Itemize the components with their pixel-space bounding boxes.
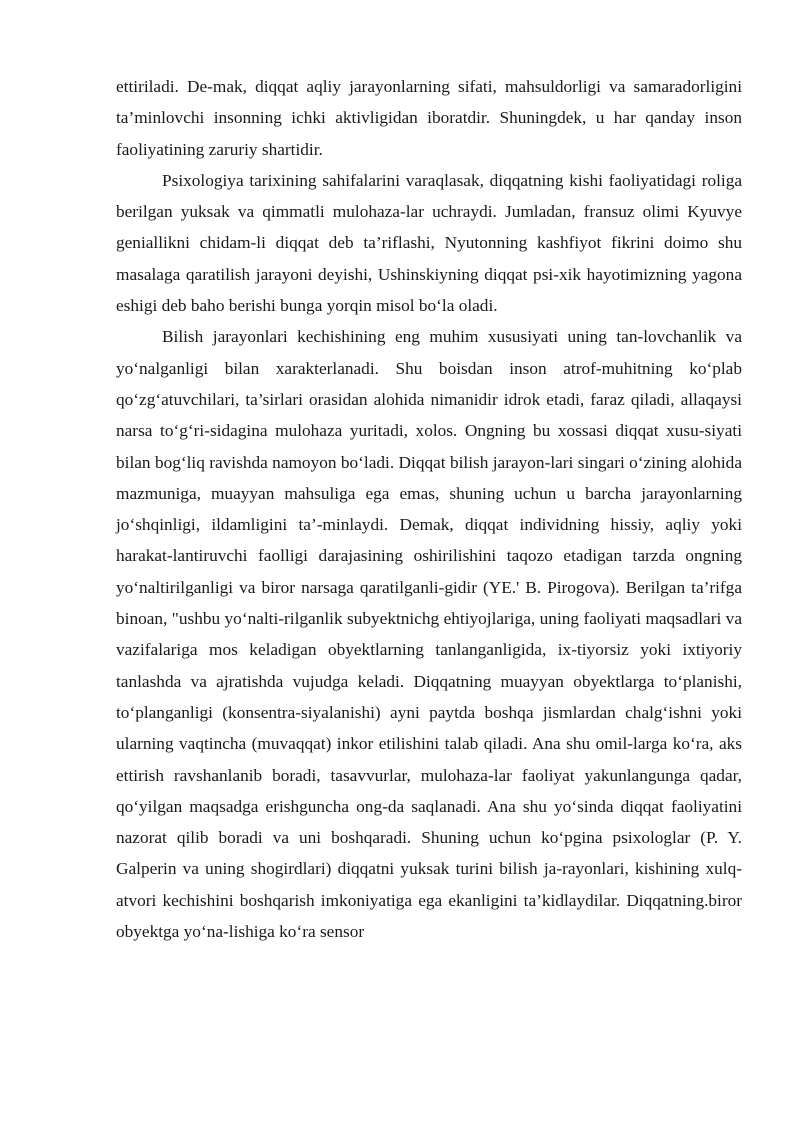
paragraph-continuation: ettiriladi. De-mak, diqqat aqliy jarayonlarning sifati, mahsuldorligi va samaradorligini ta’minlovchi insonning ichki aktivligidan iboratdir. Shuningdek, u har qanday inson faoliyatining zaruriy shartidir. [116,77,742,159]
paragraph-history: Psixologiya tarixining sahifalarini varaqlasak, diqqatning kishi faoliyatidagi roliga berilgan yuksak va qimmatli mulohaza-lar uchraydi. Jumladan, fransuz olimi Kyuvye geniallikni chidam-li diqqat deb ta’riflashi, Nyutonning kashfiyot fikrini doimo shu masalaga qaratilish jarayoni deyishi, Ushinskiyning diqqat psi-xik hayotimizning yagona eshigi deb baho berishi bunga yorqin misol bo‘la oladi. [116,170,742,316]
paragraph-cognition: Bilish jarayonlari kechishining eng muhim xususiyati uning tan-lovchanlik va yo‘nalganligi bilan xarakterlanadi. Shu boisdan inson atrof-muhitning ko‘plab qo‘zg‘atuvchilari, ta’sirlari orasidan alohida nimanidir idrok etadi, faraz qiladi, allaqaysi narsa to‘g‘ri-sidagina mulohaza yuritadi, xolos. Ongning bu xossasi diqqat xusu-siyati bilan bog‘liq ravishda namoyon bo‘ladi. Diqqat bilish jarayon-lari singari o‘zining alohida mazmuniga, muayyan mahsuliga ega emas, shuning uchun u barcha jarayonlarning jo‘shqinligi, ildamligini ta’-minlaydi. Demak, diqqat individning hissiy, aqliy yoki harakat-lantiruvchi faolligi darajasining oshirilishini taqozo etadigan tarzda ongning yo‘naltirilganligi va biror narsaga qaratilganli-gidir (YE.' B. Pirogova). Berilgan ta’rifga binoan, "ushbu yo‘nalti-rilganlik subyektnichg ehtiyojlariga, uning faoliyati maqsadlari va vazifalariga mos keladigan obyektlarning tanlanganligida, ix-tiyorsiz yoki ixtiyoriy tanlashda va ajratishda vujudga keladi. Diqqatning muayyan obyektlarga to‘planishi, to‘planganligi (konsentra-siyalanishi) ayni paytda boshqa jismlardan chalg‘ishni yoki ularning vaqtincha (muvaqqat) inkor etilishini talab qiladi. Ana shu omil-larga ko‘ra, aks ettirish ravshanlanib boradi, tasavvurlar, mulohaza-lar faoliyat yakunlangunga qadar, qo‘yilgan maqsadga erishguncha ong-da saqlanadi. Ana shu yo‘sinda diqqat faoliyatini nazorat qilib boradi va uni boshqaradi. Shuning uchun ko‘pgina psixologlar (P. Y. Galperin va uning shogirdlari) diqqatni yuksak turini bilish ja-rayonlari, kishining xulq-atvori kechishini boshqarish imkoniyatiga ega ekanligini ta’kidlaydilar. Diqqatning.biror obyektga yo‘na-lishiga ko‘ra sensor [116,327,742,942]
document-page [116,71,742,947]
